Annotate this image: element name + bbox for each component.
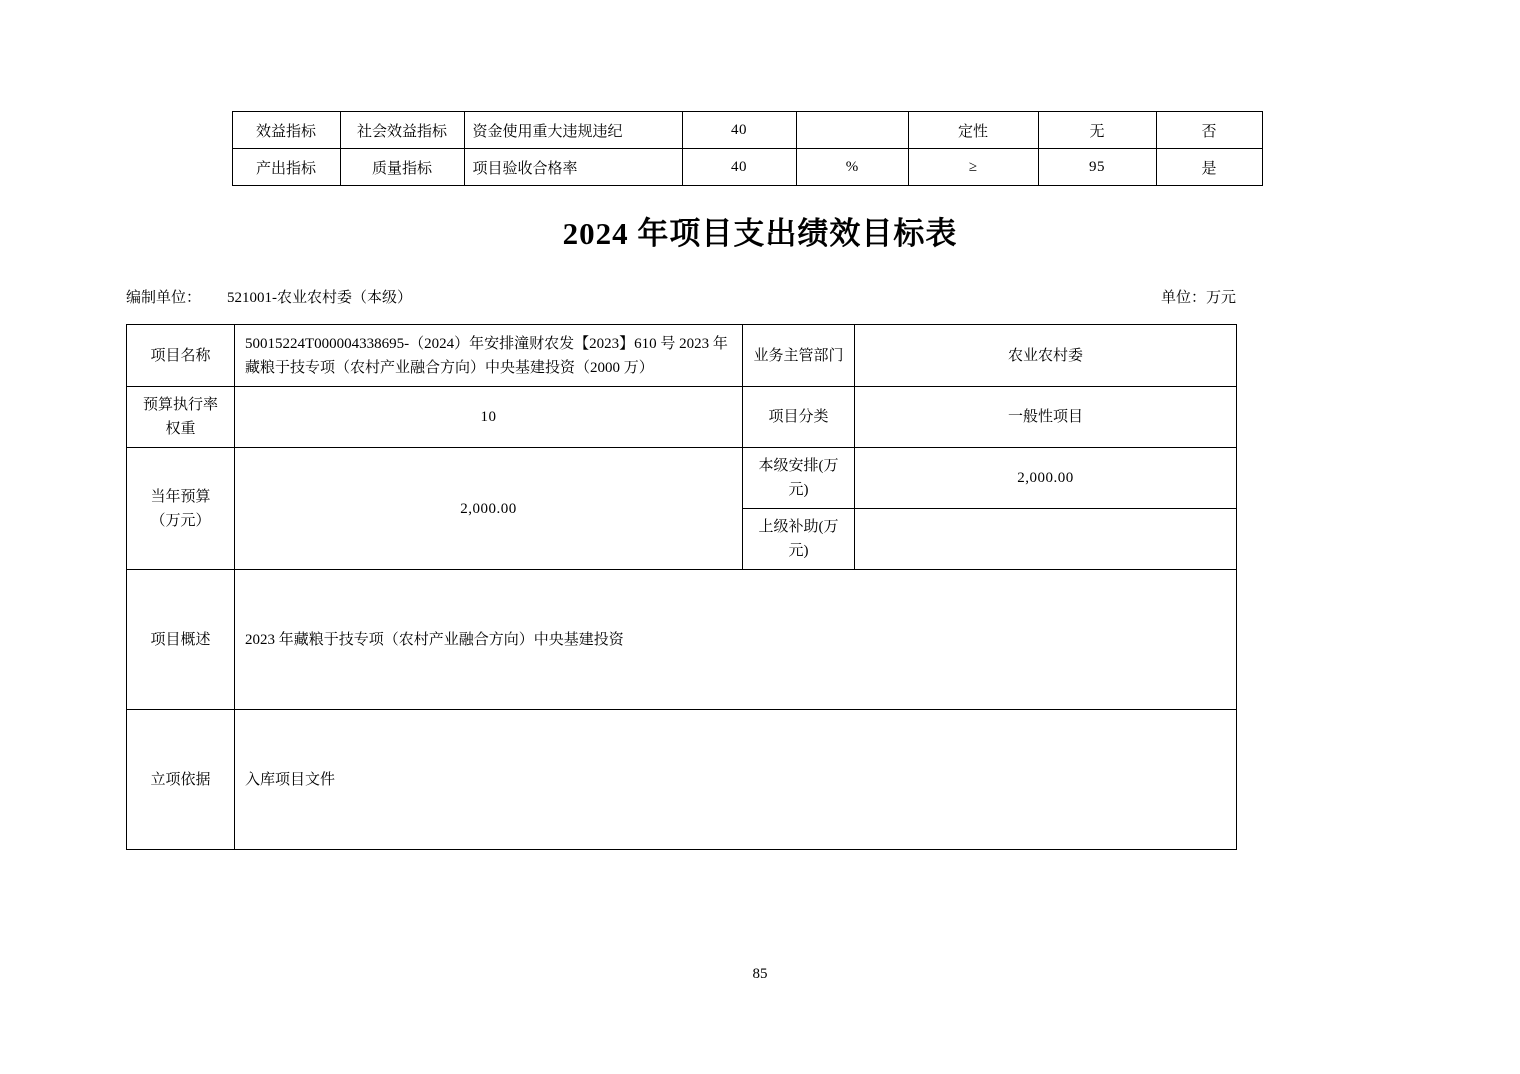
compiling-unit-value: 521001-农业农村委（本级） (227, 290, 413, 306)
exec-rate-value: 10 (235, 387, 743, 448)
indicator-symbol-cell: ≥ (908, 149, 1038, 186)
indicator-weight-cell: 40 (682, 149, 796, 186)
table-row-overview (127, 570, 1237, 710)
indicator-symbol-cell: 定性 (908, 112, 1038, 149)
table-row (126, 112, 1262, 149)
local-arrangement-value: 2,000.00 (855, 448, 1237, 509)
indicator-type-cell: 效益指标 (232, 112, 340, 149)
table-row-project-name (127, 325, 1237, 387)
project-performance-table (126, 324, 1237, 850)
project-name-value: 50015224T000004338695-（2024）年安排潼财农发【2023】610 号 2023 年藏粮于技专项（农村产业融合方向）中央基建投资（2000 万） (235, 325, 743, 387)
indicator-unit-cell (796, 112, 908, 149)
compiling-unit (126, 286, 412, 307)
indicator-subtype-cell: 质量指标 (340, 149, 464, 186)
table-row-exec-rate (127, 387, 1237, 448)
upper-subsidy-value (855, 509, 1237, 570)
local-arrangement-label: 本级安排(万元) (743, 448, 855, 509)
project-name-label: 项目名称 (127, 325, 235, 387)
basis-value: 入库项目文件 (235, 710, 1237, 850)
category-label: 项目分类 (743, 387, 855, 448)
meta-row (126, 286, 1236, 307)
dept-label: 业务主管部门 (743, 325, 855, 387)
spacer-cell (126, 149, 232, 186)
indicator-weight-cell: 40 (682, 112, 796, 149)
indicator-subtype-cell: 社会效益指标 (340, 112, 464, 149)
overview-label: 项目概述 (127, 570, 235, 710)
exec-rate-label: 预算执行率权重 (127, 387, 235, 448)
page-title: 2024 年项目支出绩效目标表 (562, 216, 958, 251)
dept-value: 农业农村委 (855, 325, 1237, 387)
overview-value: 2023 年藏粮于技专项（农村产业融合方向）中央基建投资 (235, 570, 1237, 710)
amount-unit-label: 单位：万元 (1160, 290, 1236, 306)
spacer-cell (126, 112, 232, 149)
table-row-basis (127, 710, 1237, 850)
indicator-type-cell: 产出指标 (232, 149, 340, 186)
continued-indicator-table (126, 111, 1263, 186)
indicator-value-cell: 无 (1038, 112, 1156, 149)
budget-label: 当年预算（万元） (127, 448, 235, 570)
indicator-value-cell: 95 (1038, 149, 1156, 186)
compiling-unit-label: 编制单位： (126, 290, 202, 306)
indicator-name-cell: 项目验收合格率 (464, 149, 682, 186)
table-row (126, 149, 1262, 186)
category-value: 一般性项目 (855, 387, 1237, 448)
page-number: 85 (752, 966, 768, 982)
budget-value: 2,000.00 (235, 448, 743, 570)
indicator-flag-cell: 是 (1156, 149, 1262, 186)
indicator-unit-cell: % (796, 149, 908, 186)
upper-subsidy-label: 上级补助(万元) (743, 509, 855, 570)
indicator-flag-cell: 否 (1156, 112, 1262, 149)
table-row-budget-local (127, 448, 1237, 509)
indicator-name-cell: 资金使用重大违规违纪 (464, 112, 682, 149)
basis-label: 立项依据 (127, 710, 235, 850)
